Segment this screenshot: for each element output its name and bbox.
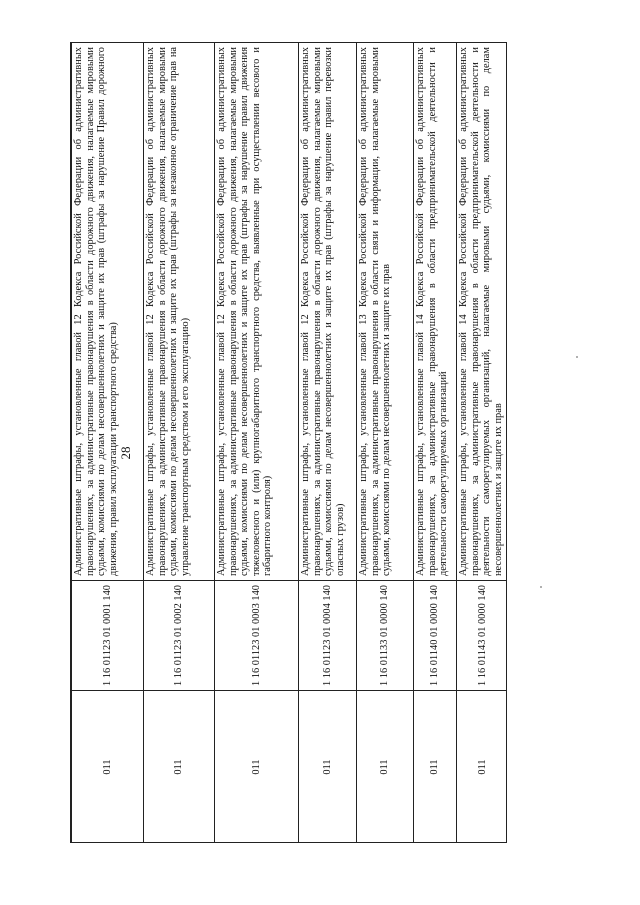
kbk-code-cell: 1 16 01123 01 0003 140 — [215, 581, 299, 691]
admin-code-cell: 011 — [299, 691, 357, 844]
description-cell: Административные штрафы, установленные главой 12 Кодекса Российской Федерации об административных правонарушениях, за административные правонарушения в области дорожного движения, налагаемые мировыми судьями, комиссиями по делам несовершеннолетних и защите их прав (штрафы за нарушение правил перевозки опасных грузов) — [299, 43, 357, 581]
table-row — [414, 43, 457, 844]
table-row — [72, 43, 144, 844]
description-cell: Административные штрафы, установленные главой 12 Кодекса Российской Федерации об административных правонарушениях, за административные правонарушения в области дорожного движения, налагаемые мировыми судьями, комиссиями по делам несовершеннолетних и защите их прав (штрафы за нарушение правил движения тяжеловесного и (или) крупногабаритного транспортного средства, выявленные при осуществлении весового и габаритного контроля) — [215, 43, 299, 581]
admin-code-cell: 011 — [72, 691, 144, 844]
table-row — [357, 43, 414, 844]
description-cell: Административные штрафы, установленные главой 14 Кодекса Российской Федерации об административных правонарушениях, за административные правонарушения в области предпринимательской деятельности и деятельности саморегулируемых организаций, налагаемые мировыми судьями, комиссиями по делам несовершеннолетних и защите их прав — [457, 43, 508, 581]
admin-code-cell: 011 — [414, 691, 457, 844]
kbk-code-cell: 1 16 01123 01 0001 140 — [72, 581, 144, 691]
table-row — [215, 43, 299, 844]
table-row — [457, 43, 508, 844]
page-number: 28 — [118, 446, 133, 460]
kbk-code-cell: 1 16 01140 01 0000 140 — [414, 581, 457, 691]
admin-code-cell: 011 — [457, 691, 508, 844]
table-row — [144, 43, 215, 844]
kbk-code-cell: 1 16 01123 01 0002 140 — [144, 581, 215, 691]
admin-code-cell: 011 — [144, 691, 215, 844]
admin-code-cell: 011 — [357, 691, 414, 844]
kbk-code-cell: 1 16 01143 01 0000 140 — [457, 581, 508, 691]
scan-speck — [576, 356, 578, 358]
revenue-codes-table-frame — [70, 42, 507, 843]
scan-speck — [540, 586, 542, 588]
kbk-code-cell: 1 16 01133 01 0000 140 — [357, 581, 414, 691]
revenue-codes-table — [71, 42, 507, 843]
table-row — [299, 43, 357, 844]
description-cell: Административные штрафы, установленные главой 12 Кодекса Российской Федерации об административных правонарушениях, за административные правонарушения в области дорожного движения, налагаемые мировыми судьями, комиссиями по делам несовершеннолетних и защите их прав (штрафы за незаконное ограничение прав на управление транспортным средством и его эксплуатацию) — [144, 43, 215, 581]
kbk-code-cell: 1 16 01123 01 0004 140 — [299, 581, 357, 691]
admin-code-cell: 011 — [215, 691, 299, 844]
description-cell: Административные штрафы, установленные главой 13 Кодекса Российской Федерации об административных правонарушениях, за административные правонарушения в области связи и информации, налагаемые мировыми судьями, комиссиями по делам несовершеннолетних и защите их прав — [357, 43, 414, 581]
description-cell: Административные штрафы, установленные главой 12 Кодекса Российской Федерации об административных правонарушениях, за административные правонарушения в области дорожного движения, налагаемые мировыми судьями, комиссиями по делам несовершеннолетних и защите их прав (штрафы за нарушение Правил дорожного движения, правил эксплуатации транспортного средства) — [72, 43, 144, 581]
rotated-content — [71, 43, 507, 843]
description-cell: Административные штрафы, установленные главой 14 Кодекса Российской Федерации об административных правонарушениях, за административные правонарушения в области предпринимательской деятельности и деятельности саморегулируемых организаций — [414, 43, 457, 581]
